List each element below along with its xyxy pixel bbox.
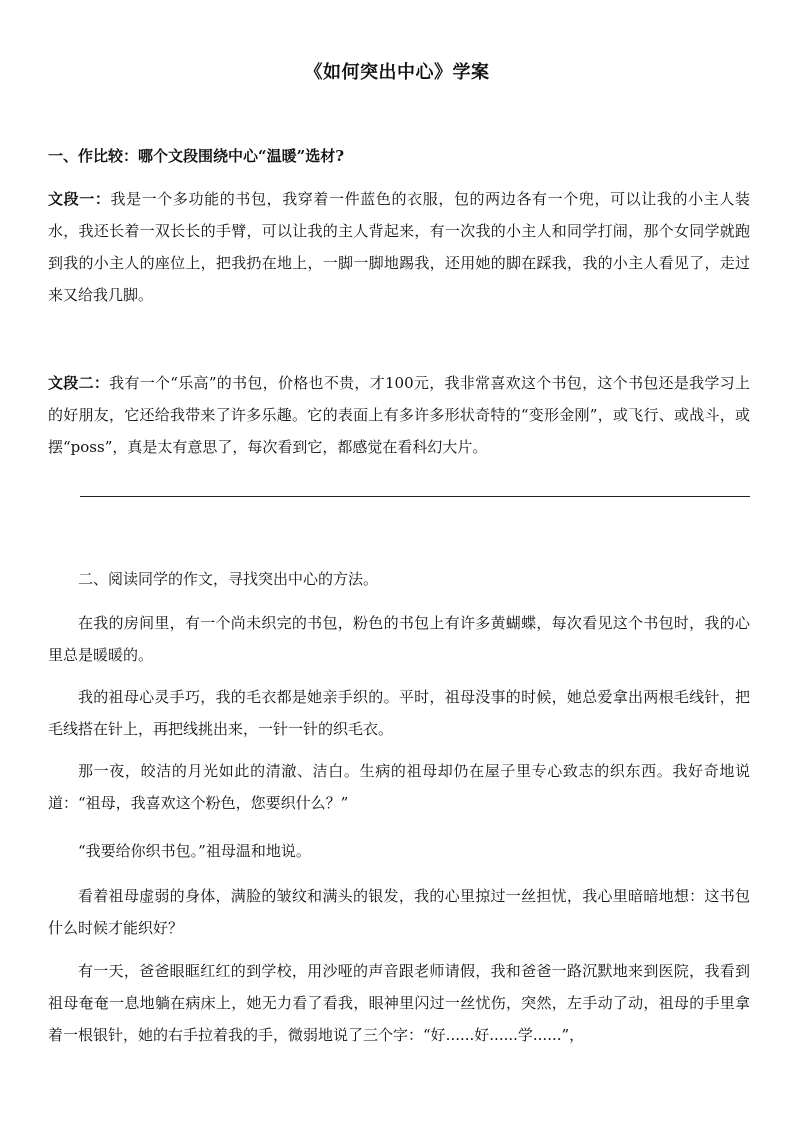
essay-paragraph: 在我的房间里，有一个尚未织完的书包，粉色的书包上有许多黄蝴蝶，每次看见这个书包时，我的心里总是暖暖的。: [48, 614, 750, 664]
passage-two-text: 我有一个“乐高”的书包，价格也不贵，才100元，我非常喜欢这个书包，这个书包还是我学习上的好朋友，它还给我带来了许多乐趣。它的表面上有多许多形状奇特的“变形金刚”，或飞行、或战斗，或摆“poss”，真是太有意思了，每次看到它，都感觉在看科幻大片。: [48, 374, 750, 456]
essay-paragraph: 那一夜，皎洁的月光如此的清澈、洁白。生病的祖母却仍在屋子里专心致志的织东西。我好奇地说道：“祖母，我喜欢这个粉色，您要织什么？”: [48, 762, 750, 812]
passage-two: [48, 367, 750, 463]
essay-paragraph: 有一天，爸爸眼眶红红的到学校，用沙哑的声音跟老师请假，我和爸爸一路沉默地来到医院，我看到祖母奄奄一息地躺在病床上，她无力看了看我，眼神里闪过一丝忧伤，突然，左手动了动，祖母的手里拿着一根银针，她的右手拉着我的手，微弱地说了三个字：“好......好......学......”，: [48, 962, 750, 1044]
page-title: 《如何突出中心》学案: [304, 62, 490, 83]
essay-paragraph: 看着祖母虚弱的身体，满脸的皱纹和满头的银发，我的心里掠过一丝担忧，我心里暗暗地想：这书包什么时候才能织好？: [48, 887, 750, 937]
answer-line: [80, 496, 750, 497]
section2-heading: 二、阅读同学的作文，寻找突出中心的方法。: [78, 570, 379, 588]
passage-two-label: 文段二：: [48, 374, 110, 392]
passage-one: [48, 183, 750, 311]
section1-heading: 一、作比较：哪个文段围绕中心“温暖”选材?: [48, 147, 345, 165]
passage-one-label: 文段一：: [48, 190, 111, 208]
passage-one-text: 我是一个多功能的书包，我穿着一件蓝色的衣服，包的两边各有一个兜，可以让我的小主人装水，我还长着一双长长的手臂，可以让我的主人背起来，有一次我的小主人和同学打闹，那个女同学就跑到我的小主人的座位上，把我扔在地上，一脚一脚地踢我，还用她的脚在踩我，我的小主人看见了，走过来又给我几脚。: [48, 190, 750, 304]
essay-paragraph: “我要给你织书包。”祖母温和地说。: [78, 842, 311, 860]
essay-paragraph: 我的祖母心灵手巧，我的毛衣都是她亲手织的。平时，祖母没事的时候，她总爱拿出两根毛线针，把毛线搭在针上，再把线挑出来，一针一针的织毛衣。: [48, 688, 750, 738]
